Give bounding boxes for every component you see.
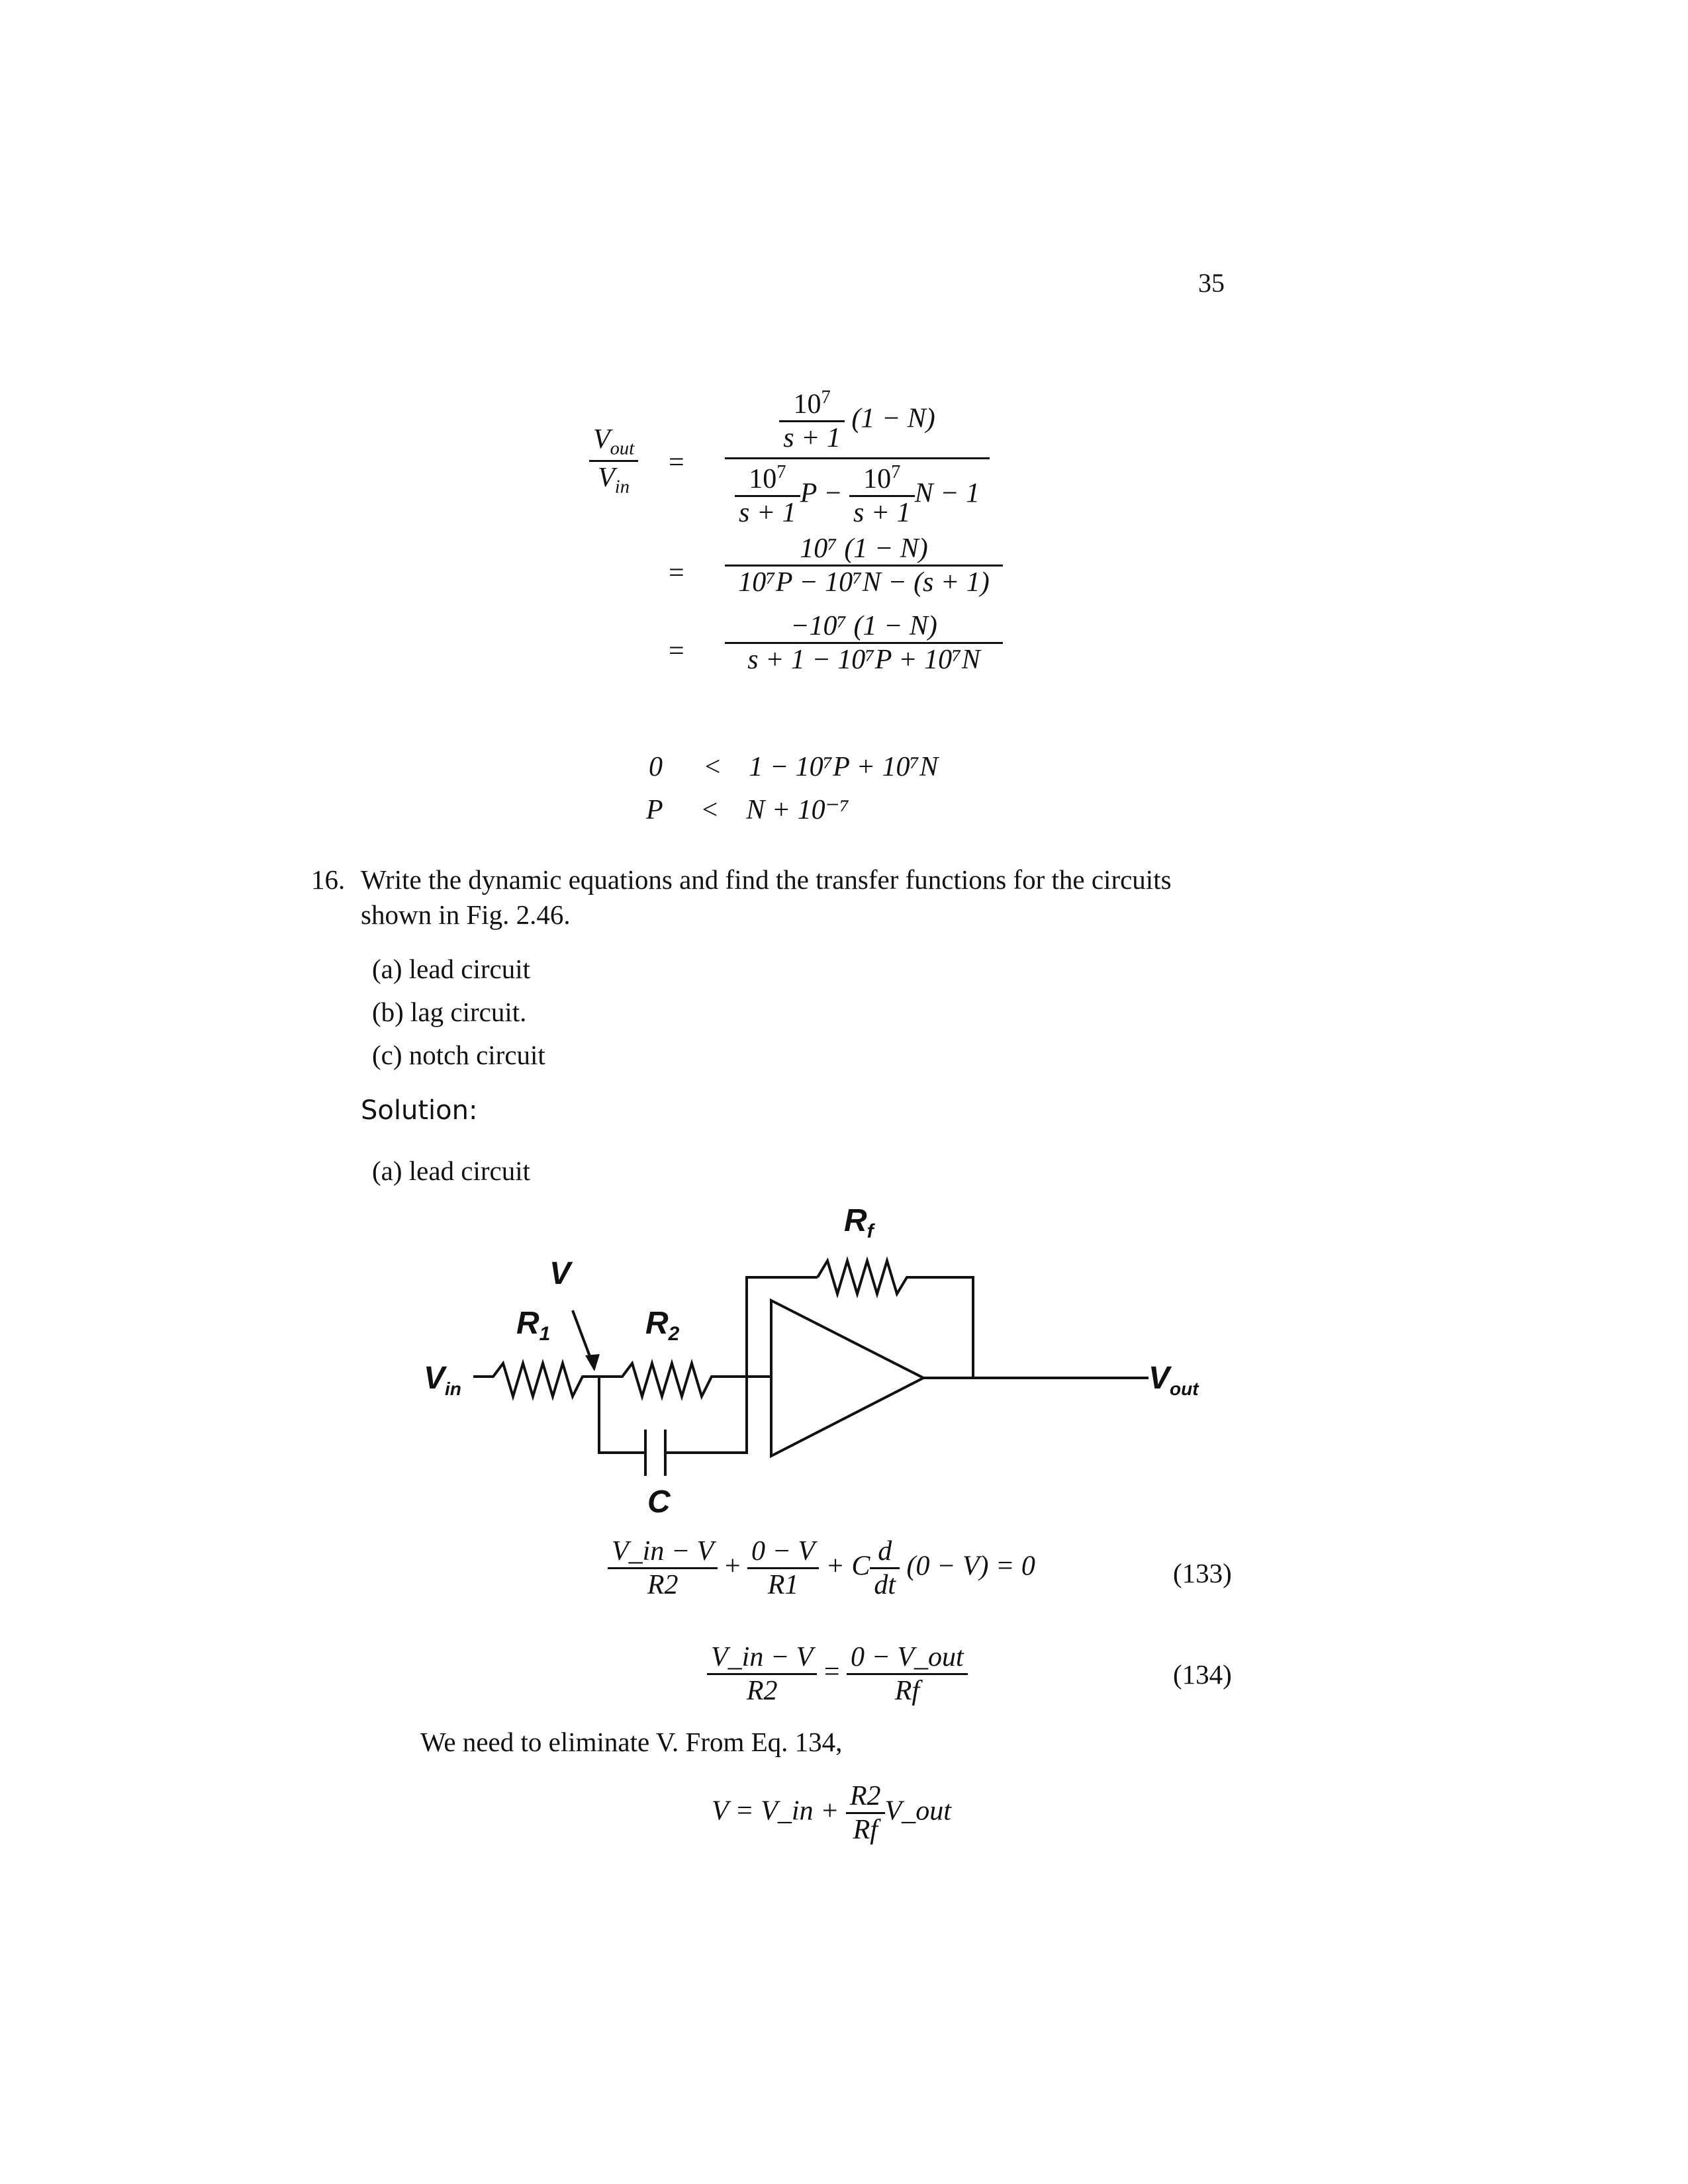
derivation-line-1: $\frac{10^7}{s + 1}$ (1 − N) $\frac{10^7}{s + 1}$ P − $\frac{10^7}{s + 1}$ N − 1 (725, 387, 990, 529)
inequality-1: 0 < 1 − 10⁷P + 10⁷N (649, 752, 939, 782)
opamp-symbol (771, 1300, 923, 1456)
equation-134: $\frac{V\_in - V}{R2}$ = $\frac{\text{0 − V\_out}}{Rf}$ (707, 1641, 968, 1707)
equals-1: = (669, 447, 684, 478)
part-a-label: (a) lead circuit (372, 1156, 531, 1186)
r2-resistor (599, 1363, 747, 1396)
derivation-line-3: −10⁷ (1 − N) s + 1 − 10⁷P + 10⁷N (725, 610, 1003, 676)
transfer-lhs: $\frac{V_{out}}{V_{in}}$ (589, 424, 638, 498)
problem-text-line-1: Write the dynamic equations and find the transfer functions for the circuits (361, 864, 1172, 895)
equals-2: = (669, 558, 684, 588)
r1-resistor (473, 1363, 599, 1396)
rf-resistor (818, 1261, 973, 1378)
equals-3: = (669, 636, 684, 666)
equation-133-number: (133) (1173, 1558, 1232, 1588)
problem-text-line-2: shown in Fig. 2.46. (361, 899, 571, 930)
c-label: C (647, 1484, 671, 1520)
solution-label: Solution: (361, 1095, 478, 1126)
inequality-2: P < N + 10⁻⁷ (646, 795, 850, 825)
problem-item-a: (a) lead circuit (372, 954, 531, 984)
final-equation: V = V_in + $\frac{R2}{Rf}$ V_out (712, 1781, 951, 1846)
eliminate-text: We need to eliminate V. From Eq. 134, (420, 1727, 843, 1757)
derivation-line-2: 10⁷ (1 − N) 10⁷P − 10⁷N − (s + 1) (725, 533, 1003, 598)
problem-number: 16. (311, 864, 346, 895)
arrow-head (585, 1354, 600, 1371)
page-number: 35 (1198, 268, 1225, 298)
rf-label: $R_f$ (844, 1203, 874, 1242)
vout-label: $V_{out}$ (1149, 1361, 1199, 1399)
equation-133: $\frac{V\_in - V}{R2}$ + $\frac{0 - V}{R1}$ + C $\frac{d}{dt}$ (0 − V) = 0 (608, 1535, 1035, 1602)
problem-item-c: (c) notch circuit (372, 1040, 545, 1070)
r2-label: $R_2$ (645, 1306, 680, 1345)
vin-label: $V_{in}$ (424, 1361, 461, 1399)
v-label: V (549, 1256, 571, 1291)
r1-label: $R_1$ (516, 1306, 551, 1345)
problem-item-b: (b) lag circuit. (372, 997, 527, 1027)
equation-134-number: (134) (1173, 1659, 1232, 1690)
feedback-wire-left (747, 1277, 818, 1377)
